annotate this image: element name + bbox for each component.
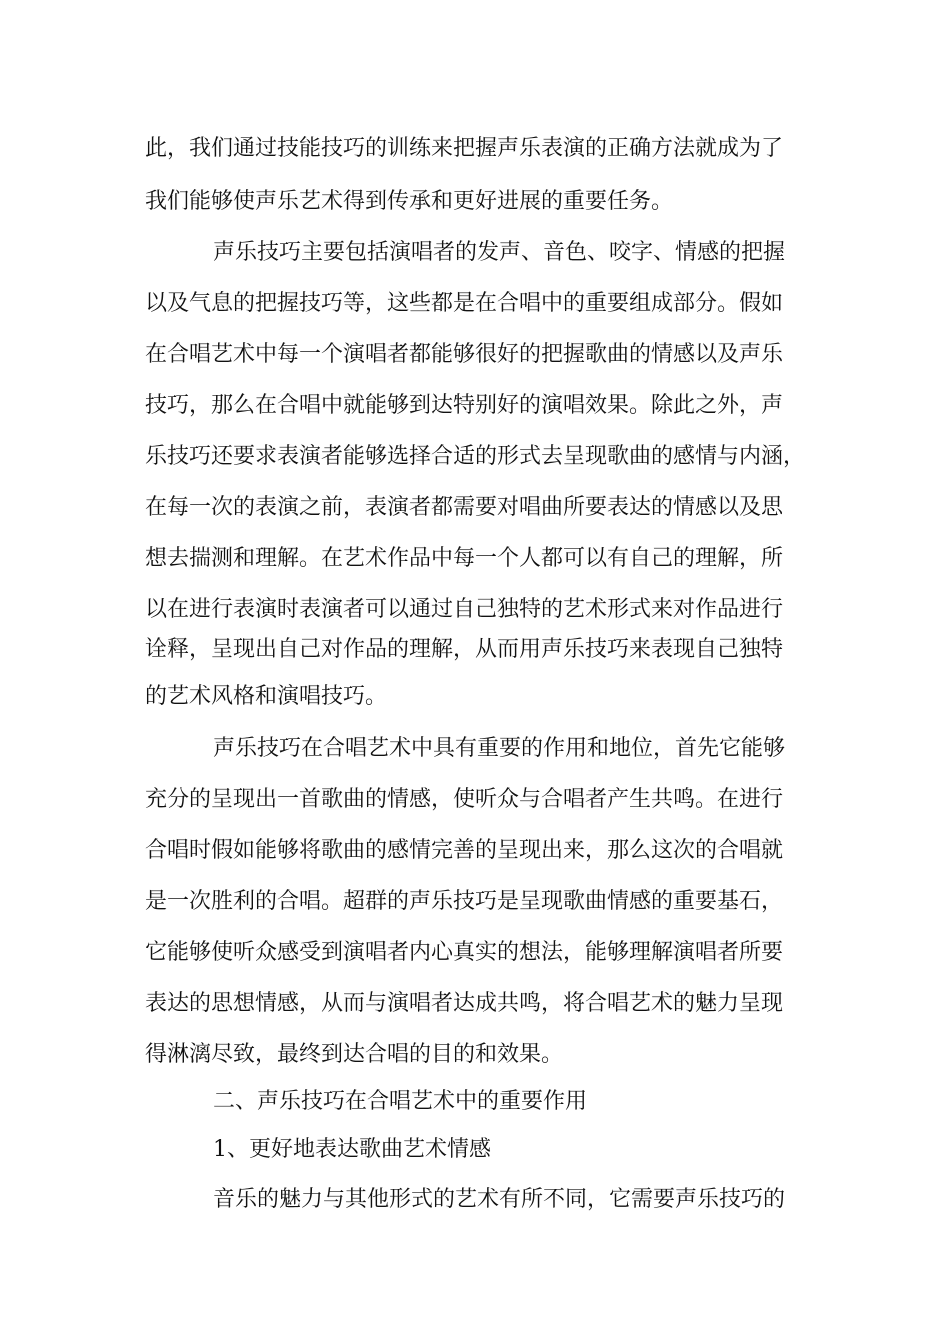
text-line: 是一次胜利的合唱。超群的声乐技巧是呈现歌曲情感的重要基石， [145, 889, 784, 914]
text-line: 想去揣测和理解。在艺术作品中每一个人都可以有自己的理解，所 [145, 546, 784, 571]
text-line: 以在进行表演时表演者可以通过自己独特的艺术形式来对作品进行 [145, 597, 784, 622]
text-line: 我们能够使声乐艺术得到传承和更好进展的重要任务。 [145, 189, 674, 214]
text-line: 表达的思想情感，从而与演唱者达成共鸣，将合唱艺术的魅力呈现 [145, 991, 784, 1016]
text-line: 技巧，那么在合唱中就能够到达特别好的演唱效果。除此之外，声 [145, 393, 784, 418]
text-line: 以及气息的把握技巧等，这些都是在合唱中的重要组成部分。假如 [145, 291, 784, 316]
text-line: 在每一次的表演之前，表演者都需要对唱曲所要表达的情感以及思 [145, 495, 784, 520]
subsection-heading: 1、更好地表达歌曲艺术情感 [213, 1137, 491, 1162]
text-line: 乐技巧还要求表演者能够选择合适的形式去呈现歌曲的感情与内涵， [145, 444, 806, 469]
paragraph-first-line: 声乐技巧在合唱艺术中具有重要的作用和地位，首先它能够 [213, 736, 786, 761]
paragraph-first-line: 声乐技巧主要包括演唱者的发声、音色、咬字、情感的把握 [213, 240, 786, 265]
text-line: 诠释，呈现出自己对作品的理解，从而用声乐技巧来表现自己独特 [145, 637, 784, 662]
text-line: 此，我们通过技能技巧的训练来把握声乐表演的正确方法就成为了 [145, 136, 784, 161]
text-line: 它能够使听众感受到演唱者内心真实的想法，能够理解演唱者所要 [145, 940, 784, 965]
text-line: 的艺术风格和演唱技巧。 [145, 684, 388, 709]
section-heading: 二、声乐技巧在合唱艺术中的重要作用 [213, 1089, 588, 1114]
text-line: 在合唱艺术中每一个演唱者都能够很好的把握歌曲的情感以及声乐 [145, 342, 784, 367]
paragraph-first-line: 音乐的魅力与其他形式的艺术有所不同，它需要声乐技巧的 [213, 1187, 786, 1212]
text-line: 得淋漓尽致，最终到达合唱的目的和效果。 [145, 1042, 564, 1067]
text-line: 充分的呈现出一首歌曲的情感，使听众与合唱者产生共鸣。在进行 [145, 787, 784, 812]
text-line: 合唱时假如能够将歌曲的感情完善的呈现出来，那么这次的合唱就 [145, 838, 784, 863]
